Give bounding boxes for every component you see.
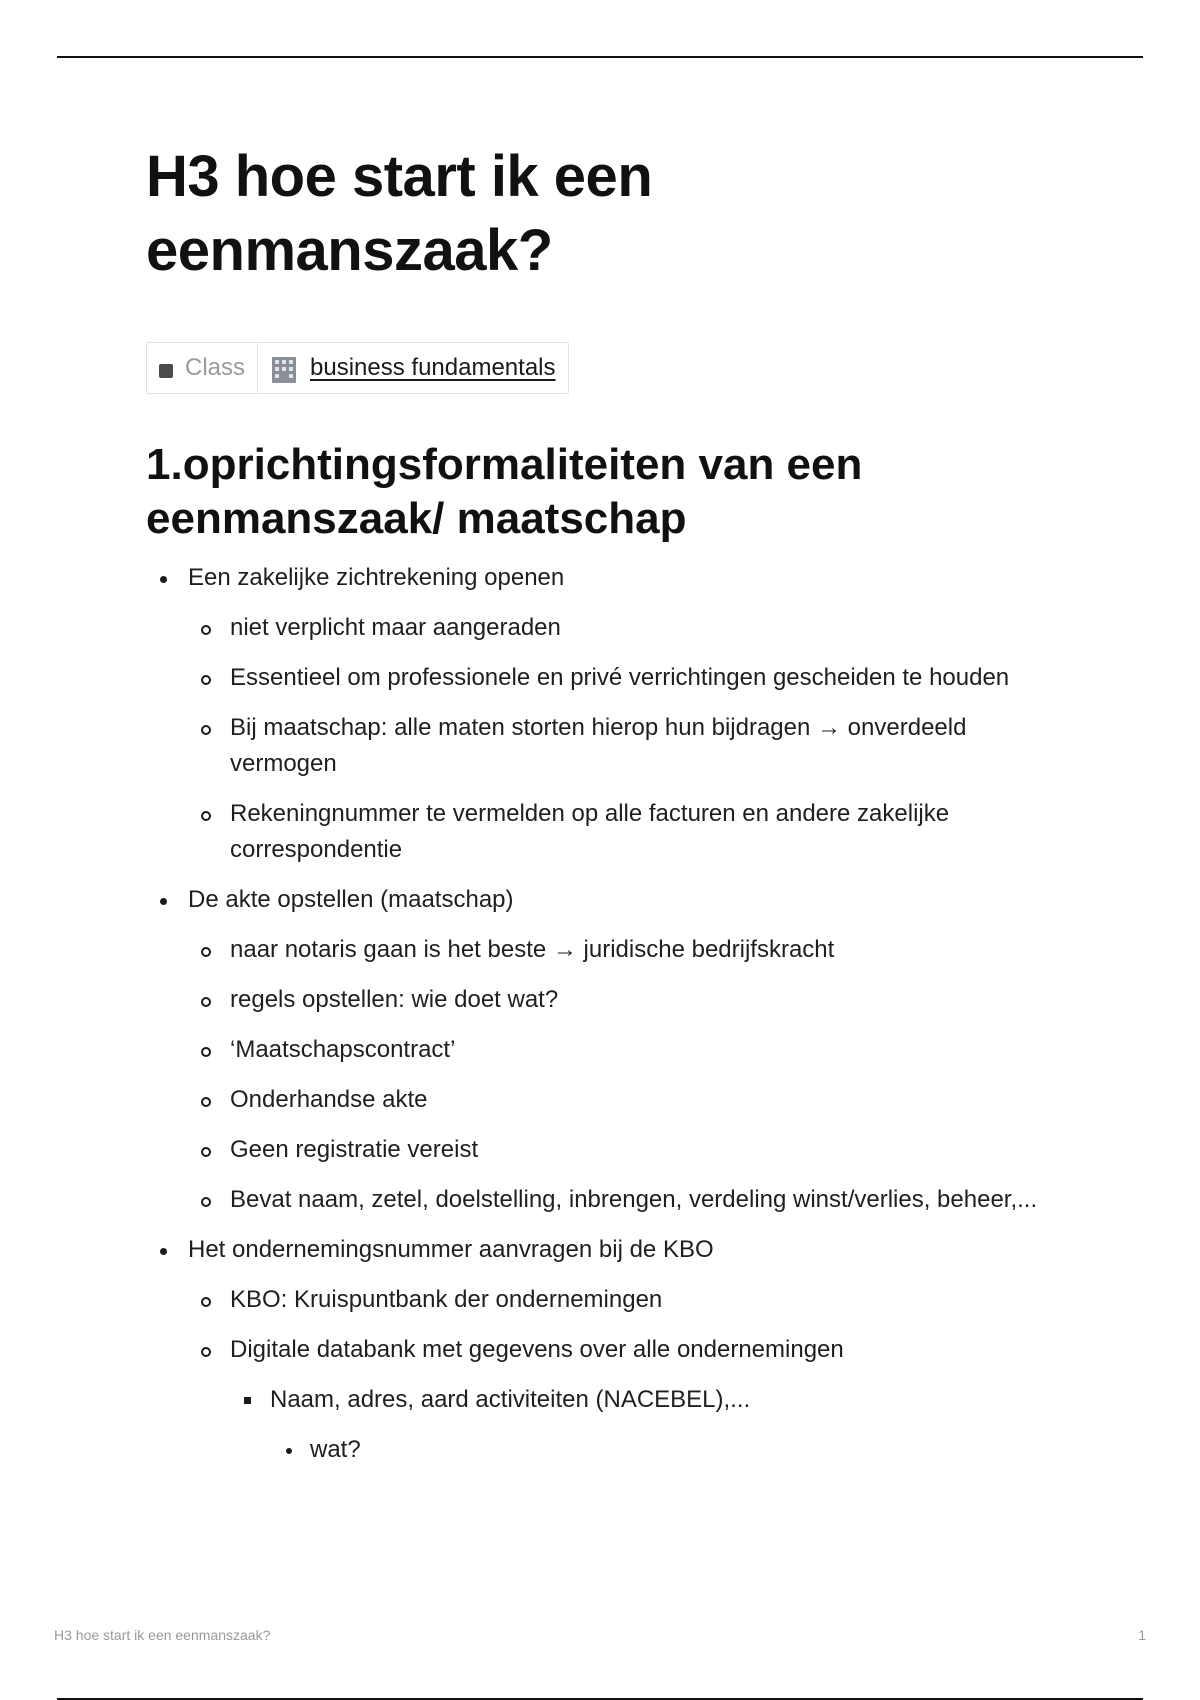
list-item [188,660,1046,696]
sub-list [188,1282,1046,1468]
property-label: Class [185,354,246,381]
list-item [188,1082,1046,1118]
page-footer [54,1627,1146,1643]
circle-bullet-icon [201,675,211,685]
bullet-icon [286,1448,292,1454]
circle-bullet-icon [201,625,211,635]
bullet-icon [160,576,167,583]
list-item [188,710,1046,782]
list-item-text: Rekeningnummer te vermelden op alle facturen en andere zakelijke correspondentie [230,800,950,863]
list-item-text: niet verplicht maar aangeraden [230,614,561,641]
circle-bullet-icon [201,1047,211,1057]
list-item-text: Digitale databank met gegevens over alle ondernemingen [230,1336,844,1363]
circle-bullet-icon [201,997,211,1007]
list-item [188,610,1046,646]
bullet-icon [160,898,167,905]
sub-list [188,932,1046,1218]
circle-bullet-icon [201,725,211,735]
list-item [146,560,1046,868]
circle-bullet-icon [201,947,211,957]
page-content [146,140,1046,1468]
list-item [188,796,1046,868]
sub-sub-sub-list [270,1432,1046,1468]
list-item-text: ‘Maatschapscontract’ [230,1036,456,1063]
list-item [230,1382,1046,1468]
bullet-list [146,560,1046,1468]
list-item [146,882,1046,1218]
circle-bullet-icon [201,1147,211,1157]
list-item-text: Het ondernemingsnummer aanvragen bij de KBO [188,1236,714,1263]
circle-bullet-icon [201,1297,211,1307]
building-icon [270,357,298,383]
square-bullet-icon [244,1397,251,1404]
class-icon [159,364,173,378]
list-item [188,1282,1046,1318]
property-value-class[interactable] [258,343,567,393]
list-item-text: Naam, adres, aard activiteiten (NACEBEL),... [270,1386,751,1413]
list-item-text: Essentieel om professionele en privé verrichtingen gescheiden te houden [230,664,1010,691]
list-item [146,1232,1046,1468]
list-item [188,1032,1046,1068]
circle-bullet-icon [201,1347,211,1357]
circle-bullet-icon [201,811,211,821]
page-number: 1 [1138,1627,1146,1643]
properties-table [146,342,569,394]
list-item-text: naar notaris gaan is het beste → juridische bedrijfskracht [230,936,835,963]
list-item-text: Bij maatschap: alle maten storten hierop hun bijdragen → onverdeeld vermogen [230,714,967,777]
list-item-text: wat? [310,1436,361,1463]
list-item [188,982,1046,1018]
list-item-text: Onderhandse akte [230,1086,428,1113]
list-item [188,1182,1046,1218]
sub-sub-list [230,1382,1046,1468]
list-item-text: Een zakelijke zichtrekening openen [188,564,565,591]
list-item [188,1132,1046,1168]
list-item-text: Geen registratie vereist [230,1136,479,1163]
list-item [270,1432,1046,1468]
bullet-icon [160,1248,167,1255]
list-item-text: De akte opstellen (maatschap) [188,886,514,913]
top-rule [57,56,1143,58]
property-name-class [147,343,258,393]
circle-bullet-icon [201,1197,211,1207]
list-item [188,932,1046,968]
section-heading: 1.oprichtingsformaliteiten van een eenmanszaak/ maatschap [146,440,863,543]
list-item-text: Bevat naam, zetel, doelstelling, inbrengen, verdeling winst/verlies, beheer,... [230,1186,1038,1213]
list-item-text: regels opstellen: wie doet wat? [230,986,559,1013]
footer-title: H3 hoe start ik een eenmanszaak? [54,1627,271,1643]
class-link[interactable]: business fundamentals [310,354,556,381]
list-item [188,1332,1046,1468]
page-title: H3 hoe start ik een eenmanszaak? [146,144,653,283]
sub-list [188,610,1046,868]
circle-bullet-icon [201,1097,211,1107]
list-item-text: KBO: Kruispuntbank der ondernemingen [230,1286,663,1313]
